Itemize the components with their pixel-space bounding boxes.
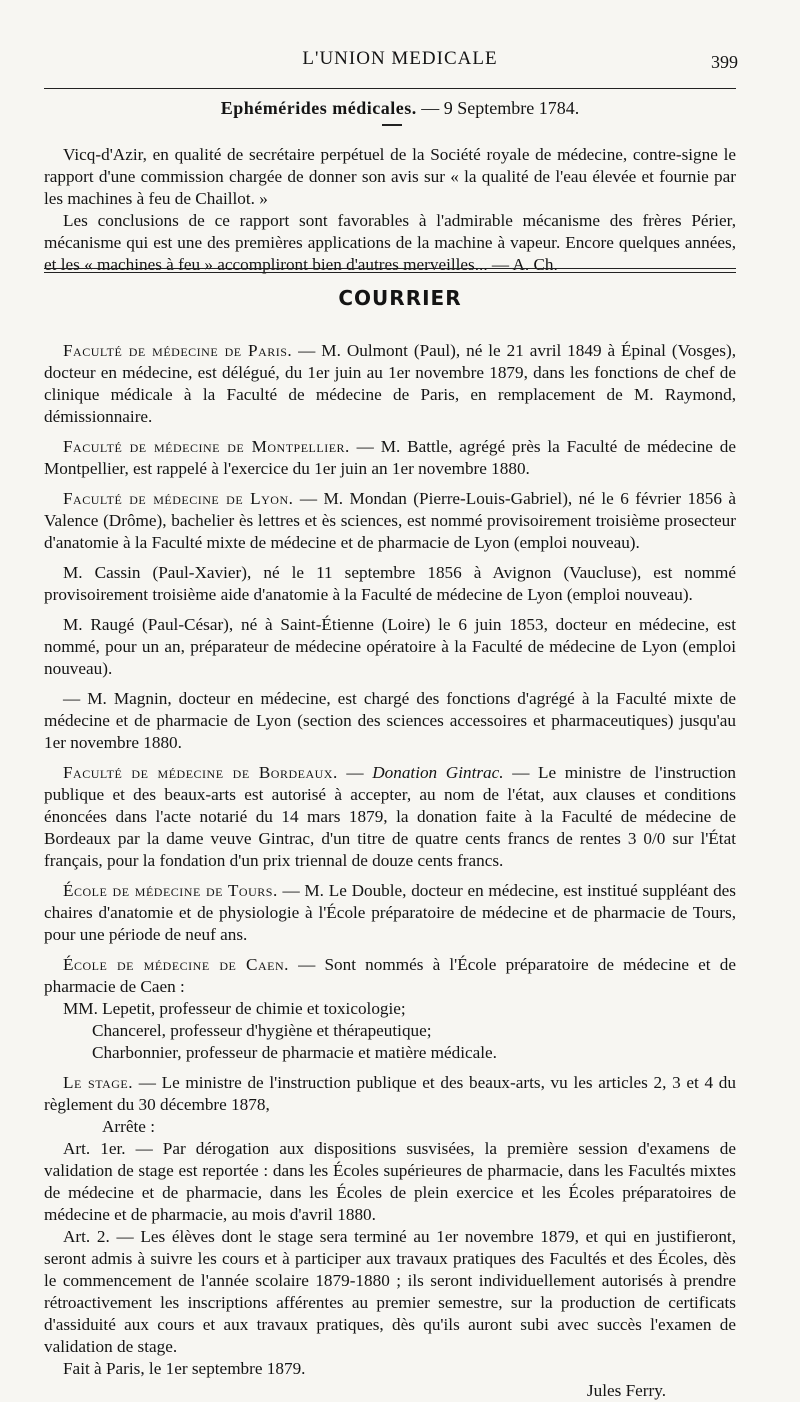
lyon-paragraph: M. Raugé (Paul-César), né à Saint-Étienne (Loire) le 6 juin 1853, docteur en médecine, est nommé, pour un an, préparateur de médecine opératoire à la Faculté de médecine de Lyon (emploi nouveau).	[44, 615, 736, 678]
stage-text: — Le ministre de l'instruction publique et des beaux-arts, vu les articles 2, 3 et 4 du règlement du 30 décembre 1878,	[44, 1073, 736, 1114]
tours-text: — M. Le Double, docteur en médecine, est institué suppléant des chaires d'anatomie et de physiologie à l'École préparatoire de médecine et de pharmacie de Tours, pour une période de neuf ans.	[44, 881, 736, 944]
tours-heading: École de médecine de Tours.	[63, 881, 278, 900]
page-number: 399	[711, 52, 738, 72]
article-2: Art. 2. — Les élèves dont le stage sera terminé au 1er novembre 1879, et qui en justifieront, seront admis à suivre les cours et à participer aux travaux pratiques des Facultés et des Écoles, dès le commencement de l'année scolaire 1879-1880 ; ils seront individuellement autorisés à prendre rétroactivement les inscriptions afférentes au premier semestre, sur la production de certificats d'assiduité aux cours et aux travaux pratiques, dès qu'ils auront subi avec succès l'examen de validation de stage.	[44, 1227, 736, 1356]
lyon-paragraph: M. Cassin (Paul-Xavier), né le 11 septembre 1856 à Avignon (Vaucluse), est nommé provisoirement troisième aide d'anatomie à la Faculté de médecine de Lyon (emploi nouveau).	[44, 563, 736, 604]
bordeaux-dash: —	[337, 763, 373, 782]
stage-heading: Le stage.	[63, 1073, 134, 1092]
montpellier-text: — M. Battle, agrégé près la Faculté de médecine de Montpellier, est rappelé à l'exercice du 1er juin an 1er novembre 1880.	[44, 437, 736, 478]
ephemerides-title-bold: Ephémérides médicales.	[220, 98, 417, 118]
article-1: Art. 1er. — Par dérogation aux dispositions susvisées, la première session d'examens de validation de stage est reportée : dans les Écoles supérieures de pharmacie, dans les Facultés mixtes de médecine et de pharmacie, dans les Écoles de plein exercice et les Écoles préparatoires de médecine et de pharmacie, au mois d'avril 1880.	[44, 1139, 736, 1224]
montpellier-notice	[44, 436, 736, 480]
tours-notice	[44, 880, 736, 946]
ephemerides-body	[44, 144, 736, 276]
lyon-heading: Faculté de médecine de Lyon.	[63, 489, 294, 508]
caen-list-item: Chancerel, professeur d'hygiène et thérapeutique;	[92, 1021, 432, 1040]
paris-notice	[44, 340, 736, 428]
courrier-body	[44, 340, 736, 1402]
lyon-paragraph: — M. Magnin, docteur en médecine, est chargé des fonctions d'agrégé à la Faculté mixte de médecine et de pharmacie de Lyon (section des sciences accessoires et pharmaceutiques) jusqu'au 1er novembre 1880.	[44, 689, 736, 752]
montpellier-heading: Faculté de médecine de Montpellier.	[63, 437, 350, 456]
signature: Jules Ferry.	[586, 1381, 666, 1400]
ephemerides-paragraph: Les conclusions de ce rapport sont favorables à l'admirable mécanisme des frères Périer, mécanisme qui est une des premières applications de la machine à vapeur. Encore quelques années, et les « machines à feu » accompliront bien d'autres merveilles... — A. Ch.	[44, 211, 736, 274]
fait-a-paris: Fait à Paris, le 1er septembre 1879.	[63, 1359, 306, 1378]
ephemerides-title-date: — 9 Septembre 1784.	[416, 98, 580, 118]
running-title: L'UNION MEDICALE	[302, 48, 498, 69]
bordeaux-italic: Donation Gintrac.	[372, 763, 504, 782]
section-double-rule	[44, 268, 736, 273]
caen-text: — Sont nommés à l'École préparatoire de médecine et de pharmacie de Caen :	[44, 955, 736, 996]
caen-list-item: MM. Lepetit, professeur de chimie et toxicologie;	[63, 999, 406, 1018]
ephemerides-rule	[382, 124, 402, 126]
courrier-title: COURRIER	[338, 286, 462, 310]
ephemerides-title	[0, 98, 800, 119]
caen-heading: École de médecine de Caen.	[63, 955, 289, 974]
stage-notice	[44, 1072, 736, 1116]
caen-notice	[44, 954, 736, 998]
header-rule	[44, 88, 736, 89]
arrete-label: Arrête :	[102, 1117, 155, 1136]
page-header	[0, 48, 800, 78]
bordeaux-notice	[44, 762, 736, 872]
lyon-text: — M. Mondan (Pierre-Louis-Gabriel), né le 6 février 1856 à Valence (Drôme), bachelier ès lettres et ès sciences, est nommé provisoirement troisième prosecteur d'anatomie à la Faculté mixte de médecine et de pharmacie de Lyon (emploi nouveau).	[44, 489, 736, 552]
paris-text: — M. Oulmont (Paul), né le 21 avril 1849 à Épinal (Vosges), docteur en médecine, est délégué, du 1er juin au 1er novembre 1879, dans les fonctions de chef de clinique médicale à la Faculté de médecine de Paris, en remplacement de M. Raymond, démissionnaire.	[44, 341, 736, 426]
lyon-notice	[44, 488, 736, 554]
paris-heading: Faculté de médecine de Paris.	[63, 341, 293, 360]
ephemerides-paragraph: Vicq-d'Azir, en qualité de secrétaire perpétuel de la Société royale de médecine, contre-signe le rapport d'une commission chargée de donner son avis sur « la qualité de l'eau élevée et fournie par les machines à feu de Chaillot. »	[44, 145, 736, 208]
caen-list-item: Charbonnier, professeur de pharmacie et matière médicale.	[92, 1043, 497, 1062]
bordeaux-text: — Le ministre de l'instruction publique et des beaux-arts est autorisé à accepter, au nom de l'état, aux clauses et conditions énoncées dans l'acte notarié du 14 mars 1879, la donation faite à la Faculté de médecine de Bordeaux par la dame veuve Gintrac, d'un titre de quatre cents francs de rentes 3 0/0 sur l'État français, pour la fondation d'un prix triennal de douze cents francs.	[44, 763, 737, 870]
bordeaux-heading: Faculté de médecine de Bordeaux.	[63, 763, 338, 782]
